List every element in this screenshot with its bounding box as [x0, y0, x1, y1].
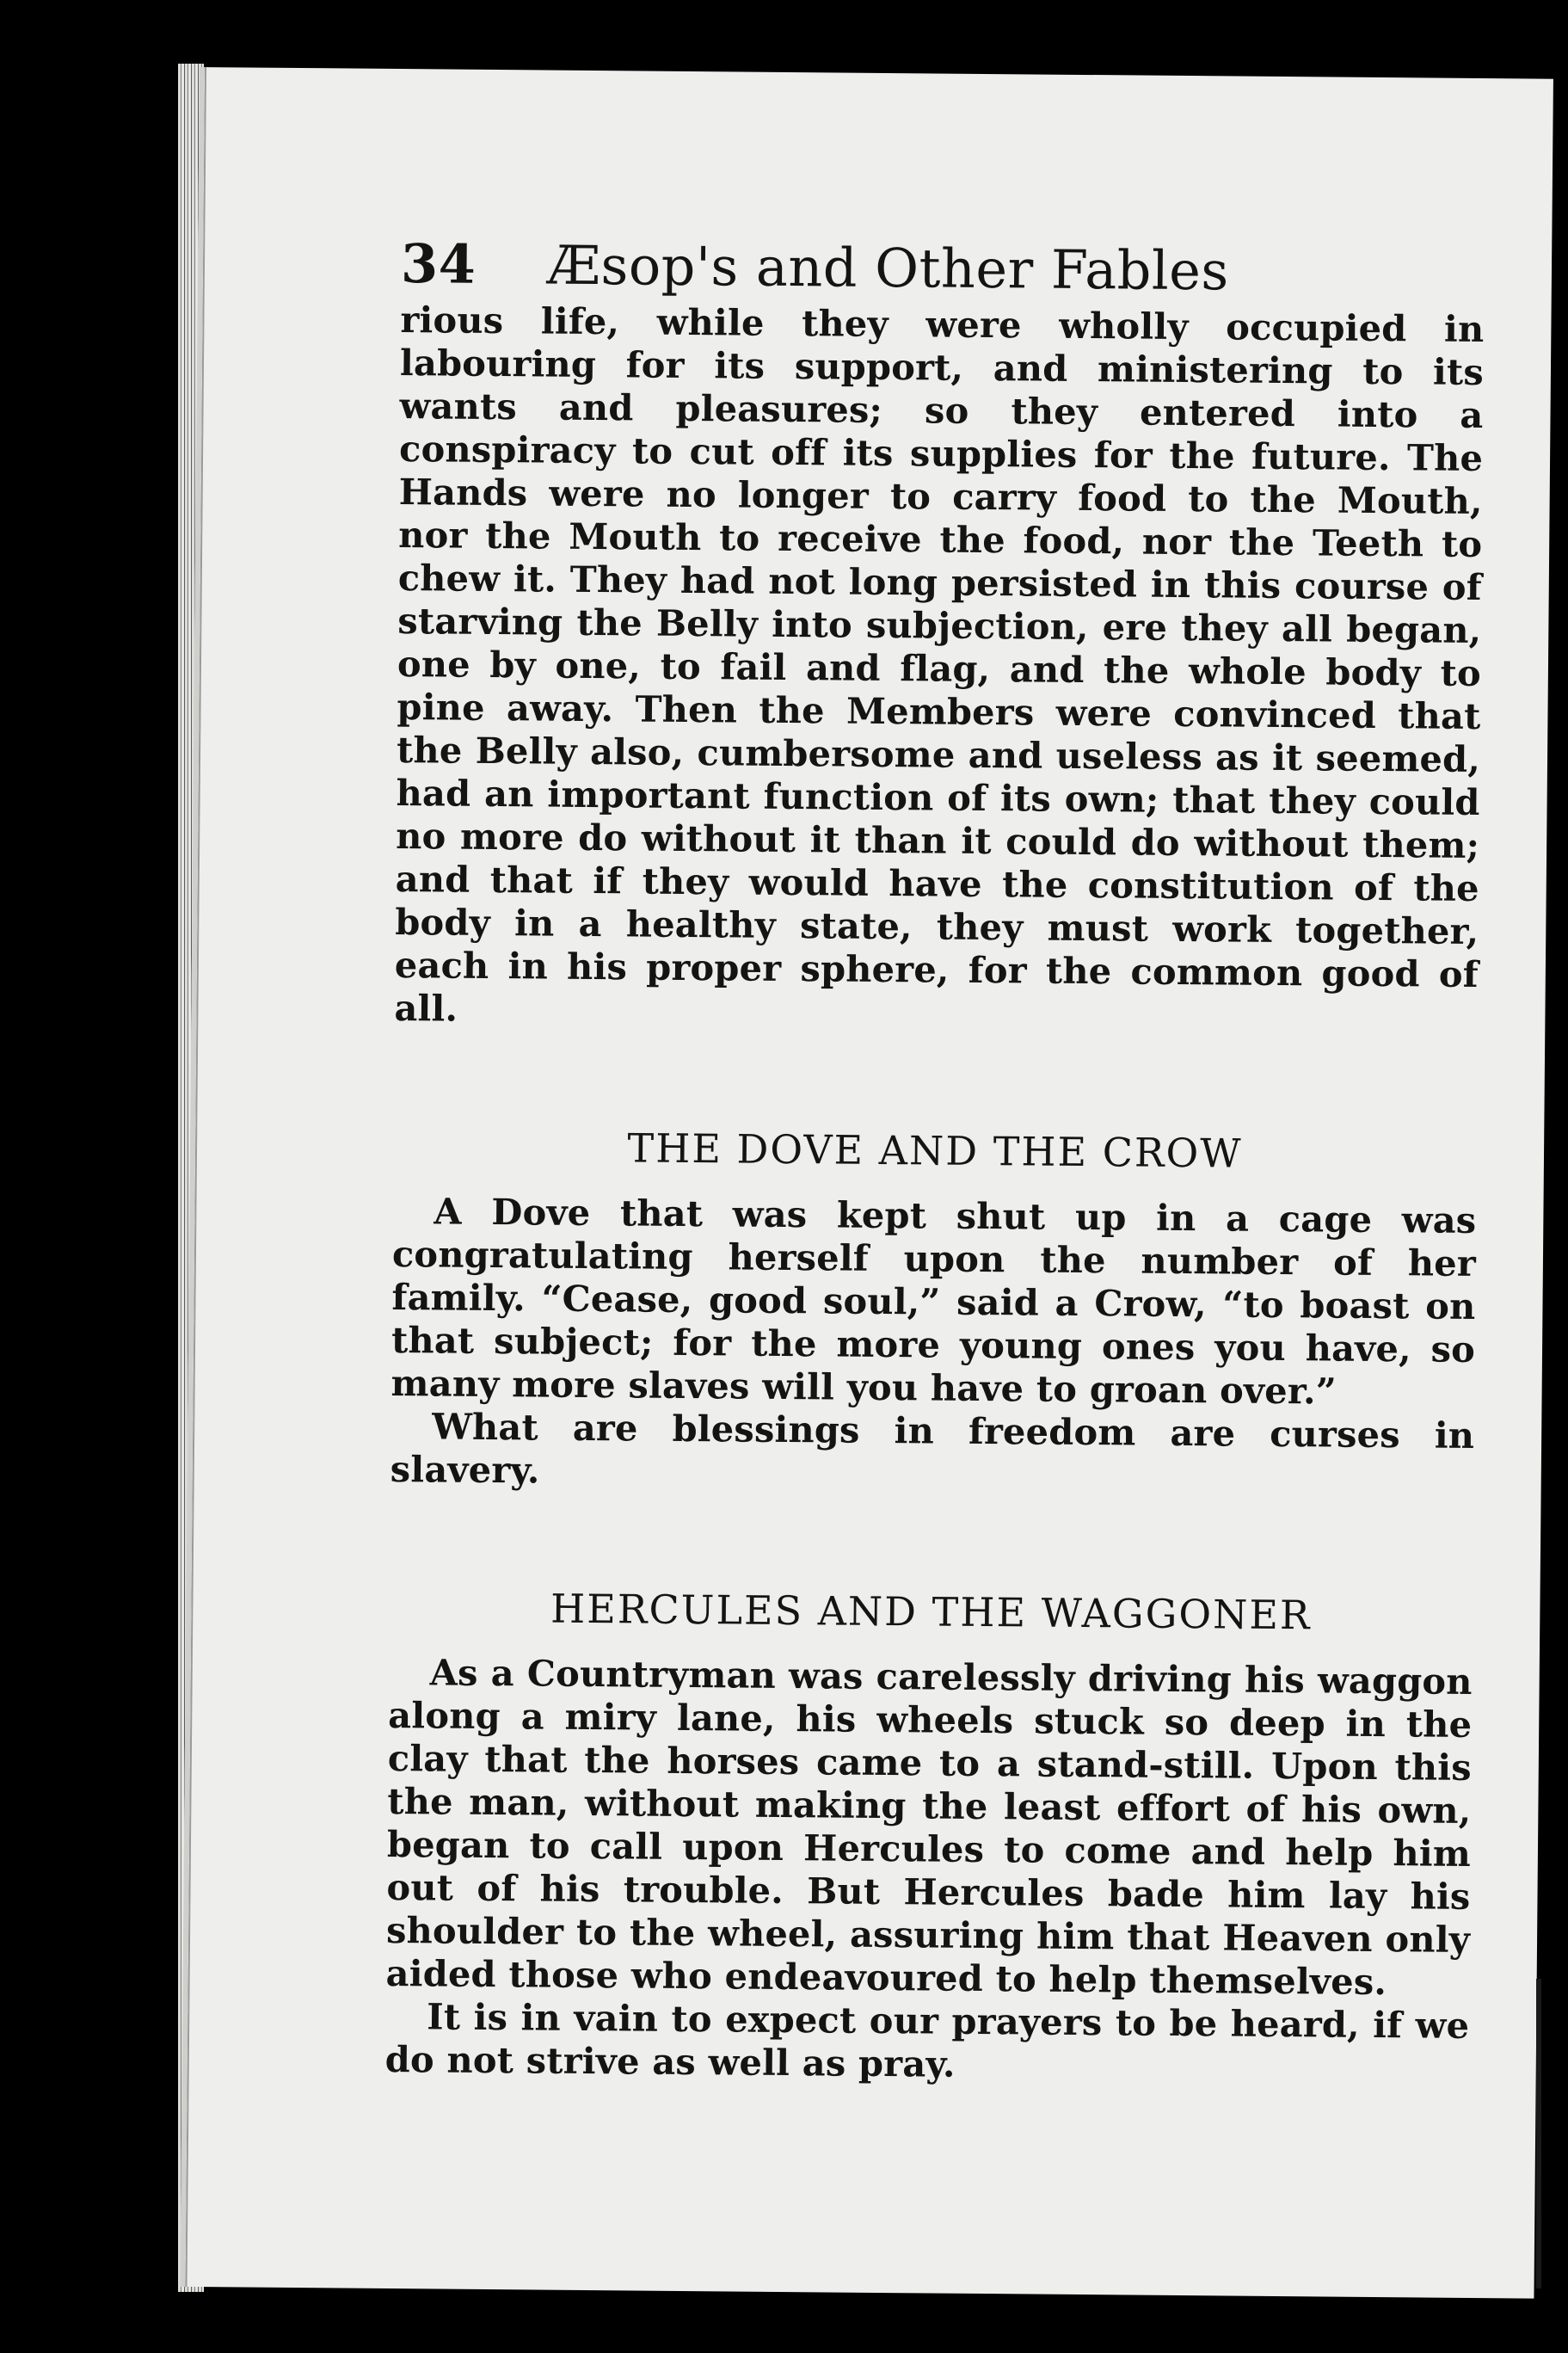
book-page: [180, 67, 1553, 2299]
page-right-shadow: [1536, 1979, 1541, 2288]
fable-body-dove-and-crow: A Dove that was kept shut up in a cage was congratulating herself upon the number of her family. “Cease, good soul,” said a Crow, “to boast on that subject; for the more young ones you have, so many more slaves will you have to groan over.”: [390, 1190, 1477, 1413]
fable-moral-dove-and-crow: What are blessings in freedom are curses in slavery.: [390, 1405, 1475, 1492]
page-number: 34: [400, 232, 477, 296]
fable-body-hercules-and-waggoner: As a Countryman was carelessly driving his waggon along a miry lane, his wheels stuck so deep in the clay that the horses came to a stand-still. Upon this the man, without making the least effort of his own, began to call upon Hercules to come and help him out of his trouble. But Hercules bade him lay his shoulder to the wheel, assuring him that Heaven only aided those who endeavoured to help themselves.: [385, 1651, 1473, 2004]
continuation-paragraph: rious life, while they were wholly occupied in labouring for its support, and ministering to its wants and pleasures; so they entered into a conspiracy to cut off its supplies for the future. The Hands were no longer to carry food to the Mouth, nor the Mouth to receive the food, nor the Teeth to chew it. They had not long persisted in this course of starving the Belly into subjection, ere they all began, one by one, to fail and flag, and the whole body to pine away. Then the Members were convinced that the Belly also, cumbersome and useless as it seemed, had an important function of its own; that they could no more do without it than it could do without them; and that if they would have the constitution of the body in a healthy state, they must work together, each in his proper sphere, for the common good of all.: [394, 299, 1485, 1030]
running-head: [401, 232, 1485, 305]
book-title: Æsop's and Other Fables: [546, 233, 1230, 303]
fable-title-hercules-and-waggoner: HERCULES AND THE WAGGONER: [550, 1585, 1312, 1639]
fable-moral-hercules-and-waggoner: It is in vain to expect our prayers to be heard, if we do not strive as well as pray.: [384, 1995, 1470, 2085]
fable-title-dove-and-crow: THE DOVE AND THE CROW: [627, 1124, 1243, 1177]
page-content: [385, 232, 1485, 2091]
